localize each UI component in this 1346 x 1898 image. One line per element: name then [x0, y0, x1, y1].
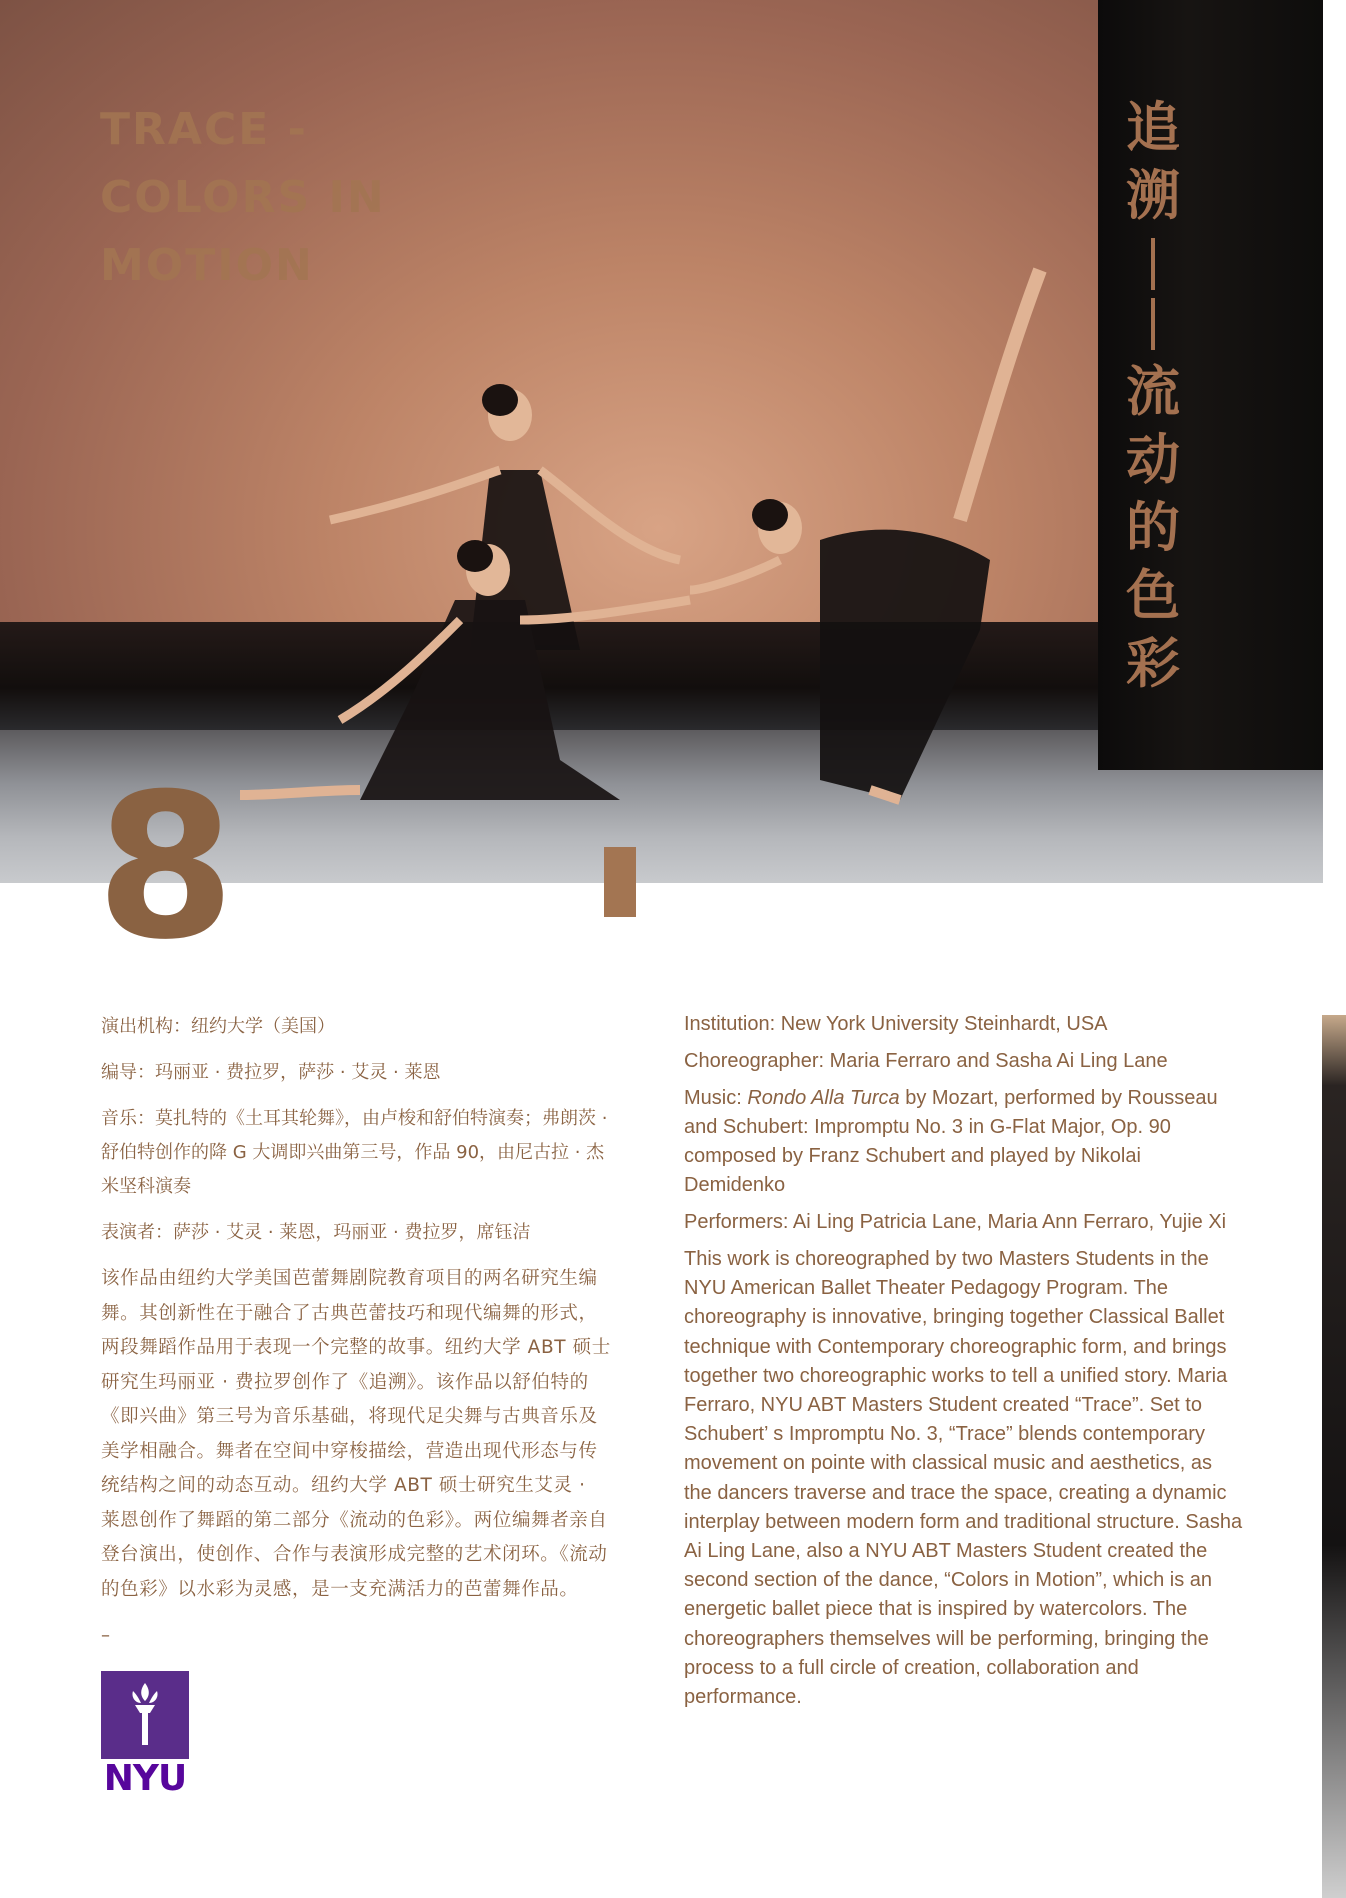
program-number: 8	[96, 751, 228, 984]
next-page-edge	[1322, 1015, 1346, 1898]
cn-music: 音乐：莫扎特的《土耳其轮舞》，由卢梭和舒伯特演奏；弗朗茨 · 舒伯特创作的降 G 大调即兴曲第三号，作品 90，由尼古拉 · 杰米坚科演奏	[101, 1108, 608, 1197]
en-music-rest: by Mozart, performed by Rousseau and Schubert: Impromptu No. 3 in G-Flat Major, Op. 90 composed by Franz Schubert and played by Nikolai Demidenko	[684, 1087, 1218, 1196]
title-chinese-char: 追	[1126, 96, 1180, 159]
title-divider	[1151, 238, 1155, 290]
title-chinese-char: 流	[1126, 360, 1180, 423]
cn-performers: 表演者：萨莎 · 艾灵 · 莱恩，玛丽亚 · 费拉罗，席钰洁	[101, 1222, 531, 1243]
title-english-line-3: MOTION	[100, 240, 314, 291]
en-description: This work is choreographed by two Masters Students in the NYU American Ballet Theater Pedagogy Program. The choreography is innovative, bringing together Classical Ballet technique with Contemporary choreographic form, and brings together two choreographic works to tell a unified story. Maria Ferraro, NYU ABT Masters Student created “Trace”. Set to Schubert’ s Impromptu No. 3, “Trace” blends contemporary movement on pointe with classical music and aesthetics, as the dancers traverse and trace the space, creating a dynamic interplay between modern form and traditional structure. Sasha Ai Ling Lane, also a NYU ABT Masters Student created the second section of the dance, “Colors in Motion”, which is an energetic ballet piece that is inspired by watercolors. The choreographers themselves will be performing, bringing the process to a full circle of creation, collaboration and performance.	[684, 1248, 1243, 1709]
title-chinese	[1118, 94, 1188, 698]
english-column	[684, 1010, 1244, 1720]
en-choreographers: Choreographer: Maria Ferraro and Sasha Ai Ling Lane	[684, 1050, 1168, 1072]
title-chinese-char: 动	[1126, 428, 1180, 491]
title-english-line-1: TRACE -	[100, 104, 308, 155]
cn-choreographers: 编导：玛丽亚 · 费拉罗，萨莎 · 艾灵 · 莱恩	[101, 1062, 441, 1083]
title-english-line-2: COLORS IN	[100, 172, 386, 223]
cn-dash: –	[101, 1625, 110, 1646]
nyu-logo	[101, 1671, 189, 1797]
cn-description: 该作品由纽约大学美国芭蕾舞剧院教育项目的两名研究生编舞。其创新性在于融合了古典芭蕾技巧和现代编舞的形式，两段舞蹈作品用于表现一个完整的故事。纽约大学 ABT 硕士研究生玛丽亚 · 费拉罗创作了《追溯》。该作品以舒伯特的《即兴曲》第三号为音乐基础，将现代足尖舞与古典音乐及美学相融合。舞者在空间中穿梭描绘，营造出现代形态与传统结构之间的动态互动。纽约大学 ABT 硕士研究生艾灵 · 莱恩创作了舞蹈的第二部分《流动的色彩》。两位编舞者亲自登台演出，使创作、合作与表演形成完整的艺术闭环。《流动的色彩》以水彩为灵感，是一支充满活力的芭蕾舞作品。	[101, 1268, 611, 1600]
title-divider	[1151, 298, 1155, 350]
title-chinese-char: 的	[1126, 496, 1180, 559]
dancer-seated	[240, 540, 690, 800]
dancer-arabesque	[690, 270, 1040, 800]
cn-institution: 演出机构：纽约大学（美国）	[101, 1016, 335, 1037]
en-music-title: Rondo Alla Turca	[747, 1087, 900, 1109]
title-chinese-char: 色	[1126, 564, 1180, 627]
en-music-prefix: Music:	[684, 1087, 748, 1109]
en-institution: Institution: New York University Steinhardt, USA	[684, 1013, 1108, 1035]
title-english	[100, 96, 520, 300]
torch-icon	[101, 1671, 189, 1759]
chinese-column	[101, 1010, 611, 1665]
title-chinese-char: 溯	[1126, 164, 1180, 227]
accent-block	[604, 847, 636, 917]
en-music	[684, 1084, 1244, 1200]
en-performers: Performers: Ai Ling Patricia Lane, Maria Ann Ferraro, Yujie Xi	[684, 1211, 1227, 1233]
title-chinese-char: 彩	[1126, 632, 1180, 695]
nyu-wordmark: NYU	[103, 1758, 187, 1799]
